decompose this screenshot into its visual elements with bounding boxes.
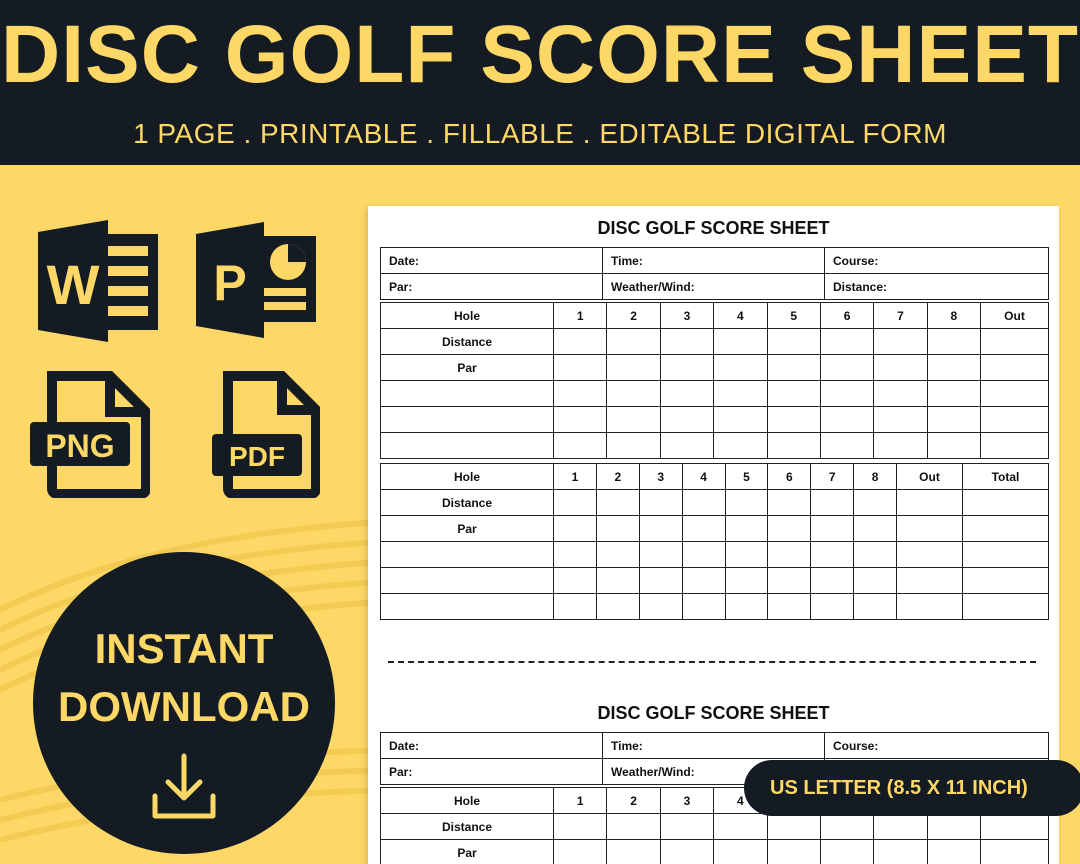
header-cell: 2 xyxy=(607,303,660,329)
score-cell[interactable] xyxy=(768,542,811,568)
time-field[interactable]: Time: xyxy=(603,733,825,759)
score-cell[interactable] xyxy=(820,381,873,407)
header-cell: 5 xyxy=(725,464,768,490)
course-field[interactable]: Course: xyxy=(825,733,1049,759)
score-cell[interactable] xyxy=(897,542,963,568)
score-cell[interactable] xyxy=(596,516,639,542)
score-cell[interactable] xyxy=(927,840,980,864)
score-cell[interactable] xyxy=(897,490,963,516)
score-cell[interactable] xyxy=(607,814,660,840)
score-cell[interactable] xyxy=(660,355,713,381)
score-cell[interactable] xyxy=(596,594,639,620)
png-file-icon xyxy=(30,370,150,503)
table-row xyxy=(381,355,1049,381)
score-cell[interactable] xyxy=(596,490,639,516)
score-cell[interactable] xyxy=(981,355,1049,381)
header-cell: Total xyxy=(963,464,1049,490)
score-cell[interactable] xyxy=(767,433,820,459)
date-field[interactable]: Date: xyxy=(381,733,603,759)
score-cell[interactable] xyxy=(607,329,660,355)
score-cell[interactable] xyxy=(725,594,768,620)
score-cell[interactable] xyxy=(874,329,927,355)
header-cell: Hole xyxy=(381,464,554,490)
table-row xyxy=(381,407,1049,433)
score-cell[interactable] xyxy=(820,840,873,864)
weather-field[interactable]: Weather/Wind: xyxy=(603,759,825,785)
score-cell[interactable] xyxy=(768,516,811,542)
pdf-file-icon xyxy=(212,370,320,503)
score-cell[interactable] xyxy=(554,814,607,840)
header-cell: Out xyxy=(981,303,1049,329)
score-cell[interactable] xyxy=(767,407,820,433)
row-label: Par xyxy=(381,355,554,381)
score-cell[interactable] xyxy=(981,814,1049,840)
badge-line-instant: INSTANT xyxy=(94,625,274,672)
row-label: Par xyxy=(381,516,554,542)
score-cell[interactable] xyxy=(554,490,597,516)
weather-field[interactable]: Weather/Wind: xyxy=(603,274,825,300)
score-cell[interactable] xyxy=(714,840,767,864)
par-field[interactable]: Par: xyxy=(381,274,603,300)
score-cell[interactable] xyxy=(767,840,820,864)
score-cell[interactable] xyxy=(981,840,1049,864)
info-table xyxy=(380,247,1049,300)
word-icon xyxy=(38,220,162,347)
header-cell: 2 xyxy=(596,464,639,490)
score-cell[interactable] xyxy=(767,355,820,381)
player-cell[interactable] xyxy=(381,594,554,620)
player-cell[interactable] xyxy=(381,381,554,407)
score-cell[interactable] xyxy=(660,840,713,864)
score-cell[interactable] xyxy=(820,814,873,840)
score-cell[interactable] xyxy=(554,433,607,459)
table-row xyxy=(381,433,1049,459)
score-cell[interactable] xyxy=(874,814,927,840)
header-cell: 7 xyxy=(874,303,927,329)
header-banner xyxy=(0,0,1080,165)
svg-text:W: W xyxy=(46,253,100,316)
score-cell[interactable] xyxy=(596,568,639,594)
score-cell[interactable] xyxy=(897,516,963,542)
score-cell[interactable] xyxy=(714,381,767,407)
score-cell[interactable] xyxy=(854,542,897,568)
score-cell[interactable] xyxy=(714,814,767,840)
instant-download-badge xyxy=(33,552,335,854)
score-cell[interactable] xyxy=(660,381,713,407)
table-row xyxy=(381,733,1049,759)
score-cell[interactable] xyxy=(768,594,811,620)
score-cell[interactable] xyxy=(874,381,927,407)
svg-text:PDF: PDF xyxy=(229,441,285,472)
score-cell[interactable] xyxy=(963,542,1049,568)
header-cell: 3 xyxy=(639,464,682,490)
score-cell[interactable] xyxy=(639,516,682,542)
score-cell[interactable] xyxy=(554,329,607,355)
header-cell: 7 xyxy=(811,464,854,490)
score-cell[interactable] xyxy=(927,814,980,840)
score-cell[interactable] xyxy=(854,490,897,516)
score-cell[interactable] xyxy=(554,542,597,568)
score-cell[interactable] xyxy=(811,542,854,568)
table-row xyxy=(381,464,1049,490)
header-cell: Hole xyxy=(381,788,554,814)
row-label: Distance xyxy=(381,814,554,840)
score-cell[interactable] xyxy=(682,542,725,568)
score-cell[interactable] xyxy=(660,407,713,433)
page-subtitle: 1 PAGE . PRINTABLE . FILLABLE . EDITABLE DIGITAL FORM xyxy=(133,118,947,149)
score-table-1 xyxy=(380,302,1049,459)
score-cell[interactable] xyxy=(768,490,811,516)
score-table-2 xyxy=(380,463,1049,620)
score-cell[interactable] xyxy=(607,840,660,864)
score-cell[interactable] xyxy=(874,433,927,459)
table-row xyxy=(381,303,1049,329)
header-cell: 1 xyxy=(554,788,607,814)
score-cell[interactable] xyxy=(660,433,713,459)
score-cell[interactable] xyxy=(725,516,768,542)
score-cell[interactable] xyxy=(767,329,820,355)
score-cell[interactable] xyxy=(554,516,597,542)
score-cell[interactable] xyxy=(854,516,897,542)
score-cell[interactable] xyxy=(927,407,980,433)
score-cell[interactable] xyxy=(811,568,854,594)
table-row xyxy=(381,248,1049,274)
date-field[interactable]: Date: xyxy=(381,248,603,274)
score-cell[interactable] xyxy=(897,568,963,594)
score-cell[interactable] xyxy=(963,516,1049,542)
row-label: Distance xyxy=(381,329,554,355)
header-cell: 2 xyxy=(607,788,660,814)
score-cell[interactable] xyxy=(639,542,682,568)
table-row xyxy=(381,274,1049,300)
score-cell[interactable] xyxy=(963,594,1049,620)
download-icon xyxy=(151,752,217,822)
svg-text:P: P xyxy=(213,255,247,311)
score-cell[interactable] xyxy=(927,381,980,407)
score-cell[interactable] xyxy=(554,381,607,407)
score-cell[interactable] xyxy=(820,433,873,459)
score-cell[interactable] xyxy=(639,594,682,620)
score-cell[interactable] xyxy=(854,568,897,594)
score-cell[interactable] xyxy=(639,490,682,516)
header-cell: 6 xyxy=(768,464,811,490)
powerpoint-icon xyxy=(196,222,320,343)
table-row xyxy=(381,516,1049,542)
header-cell: 4 xyxy=(682,464,725,490)
player-cell[interactable] xyxy=(381,542,554,568)
score-cell[interactable] xyxy=(820,407,873,433)
sheet-title: DISC GOLF SCORE SHEET xyxy=(597,218,830,238)
score-cell[interactable] xyxy=(554,355,607,381)
score-cell[interactable] xyxy=(607,407,660,433)
badge-line-download: DOWNLOAD xyxy=(58,683,310,730)
header-cell: 1 xyxy=(554,464,597,490)
score-cell[interactable] xyxy=(927,355,980,381)
table-row xyxy=(381,568,1049,594)
table-row xyxy=(381,490,1049,516)
player-cell[interactable] xyxy=(381,407,554,433)
score-cell[interactable] xyxy=(554,568,597,594)
score-cell[interactable] xyxy=(554,840,607,864)
score-cell[interactable] xyxy=(714,355,767,381)
score-cell[interactable] xyxy=(639,568,682,594)
score-cell[interactable] xyxy=(768,568,811,594)
distance-field[interactable]: Distance: xyxy=(825,274,1049,300)
score-cell[interactable] xyxy=(927,433,980,459)
score-cell[interactable] xyxy=(981,433,1049,459)
header-cell: 1 xyxy=(554,303,607,329)
row-label: Par xyxy=(381,840,554,864)
us-letter-badge: US LETTER (8.5 X 11 INCH) xyxy=(744,760,1080,816)
score-cell[interactable] xyxy=(897,594,963,620)
header-cell: 4 xyxy=(714,788,767,814)
score-cell[interactable] xyxy=(874,407,927,433)
score-cell[interactable] xyxy=(554,407,607,433)
header-cell: 3 xyxy=(660,788,713,814)
score-cell[interactable] xyxy=(714,329,767,355)
score-cell[interactable] xyxy=(767,381,820,407)
player-cell[interactable] xyxy=(381,568,554,594)
score-cell[interactable] xyxy=(820,355,873,381)
score-cell[interactable] xyxy=(725,568,768,594)
header-cell: 3 xyxy=(660,303,713,329)
svg-text:PNG: PNG xyxy=(45,428,115,464)
score-cell[interactable] xyxy=(682,568,725,594)
score-cell[interactable] xyxy=(660,329,713,355)
score-cell[interactable] xyxy=(927,329,980,355)
header-cell: Out xyxy=(897,464,963,490)
score-cell[interactable] xyxy=(682,594,725,620)
header-cell: 4 xyxy=(714,303,767,329)
header-cell: 6 xyxy=(820,303,873,329)
header-cell: 5 xyxy=(767,303,820,329)
score-cell[interactable] xyxy=(874,355,927,381)
cut-line xyxy=(388,661,1036,663)
score-cell[interactable] xyxy=(981,329,1049,355)
score-cell[interactable] xyxy=(554,594,597,620)
score-cell[interactable] xyxy=(682,490,725,516)
page-title: DISC GOLF SCORE SHEET xyxy=(1,9,1079,100)
score-cell[interactable] xyxy=(607,381,660,407)
header-cell: Hole xyxy=(381,303,554,329)
player-cell[interactable] xyxy=(381,433,554,459)
time-field[interactable]: Time: xyxy=(603,248,825,274)
table-row xyxy=(381,594,1049,620)
score-cell[interactable] xyxy=(874,840,927,864)
table-row xyxy=(381,542,1049,568)
score-cell[interactable] xyxy=(596,542,639,568)
table-row xyxy=(381,840,1049,864)
score-cell[interactable] xyxy=(811,516,854,542)
score-cell[interactable] xyxy=(607,355,660,381)
header-cell: 8 xyxy=(927,303,980,329)
par-field[interactable]: Par: xyxy=(381,759,603,785)
score-cell[interactable] xyxy=(607,433,660,459)
score-cell[interactable] xyxy=(714,433,767,459)
score-cell[interactable] xyxy=(811,594,854,620)
score-cell[interactable] xyxy=(981,381,1049,407)
score-cell[interactable] xyxy=(854,594,897,620)
table-row xyxy=(381,381,1049,407)
course-field[interactable]: Course: xyxy=(825,248,1049,274)
score-cell[interactable] xyxy=(714,407,767,433)
table-row xyxy=(381,329,1049,355)
score-cell[interactable] xyxy=(767,814,820,840)
sheet-title-copy: DISC GOLF SCORE SHEET xyxy=(597,703,830,723)
header-cell: 8 xyxy=(854,464,897,490)
score-cell[interactable] xyxy=(725,542,768,568)
score-cell[interactable] xyxy=(963,568,1049,594)
row-label: Distance xyxy=(381,490,554,516)
score-cell[interactable] xyxy=(660,814,713,840)
score-cell[interactable] xyxy=(820,329,873,355)
score-cell[interactable] xyxy=(725,490,768,516)
score-cell[interactable] xyxy=(682,516,725,542)
score-cell[interactable] xyxy=(981,407,1049,433)
score-cell[interactable] xyxy=(811,490,854,516)
score-cell[interactable] xyxy=(963,490,1049,516)
table-row xyxy=(381,814,1049,840)
